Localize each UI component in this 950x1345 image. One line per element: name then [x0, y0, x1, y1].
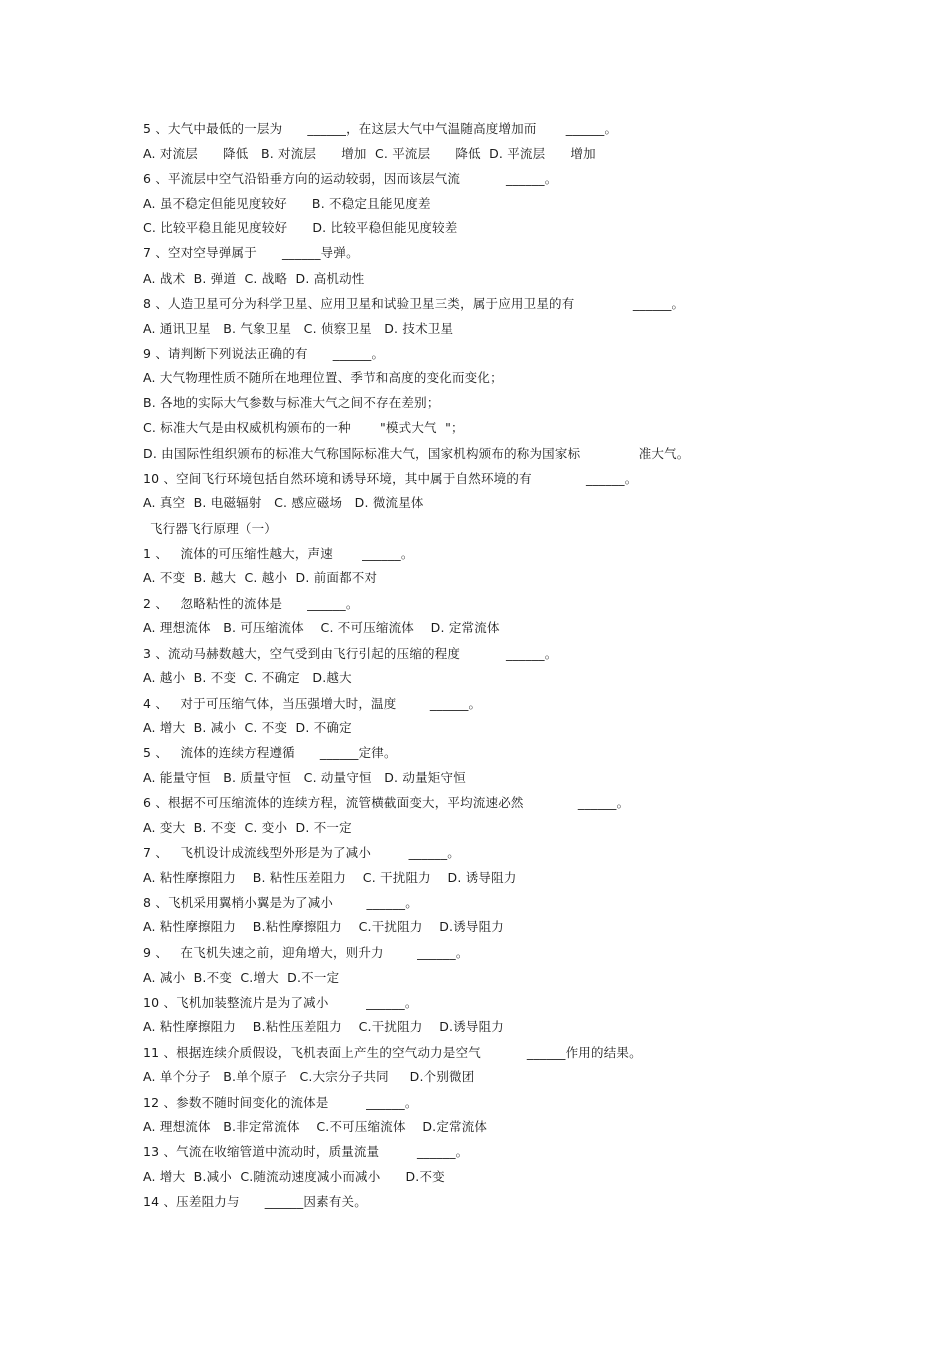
options-6-ab: A. 虽不稳定但能见度较好 B. 不稳定且能见度差: [143, 196, 431, 211]
question-8-satellite: 8 、人造卫星可分为科学卫星、应用卫星和试验卫星三类，属于应用卫星的有 ______。: [143, 296, 685, 311]
q8-options: A. 粘性摩擦阻力 B.粘性摩擦阻力 C.干扰阻力 D.诱导阻力: [143, 919, 505, 934]
q10-fairing: 10 、飞机加装整流片是为了减小 ______。: [143, 995, 418, 1010]
q3-mach: 3 、流动马赫数越大，空气受到由飞行引起的压缩的程度 ______。: [143, 646, 558, 661]
q9-options: A. 减小 B.不变 C.增大 D.不一定: [143, 970, 340, 985]
q3-options: A. 越小 B. 不变 C. 不确定 D.越大: [143, 670, 352, 685]
q8-winglet: 8 、飞机采用翼梢小翼是为了减小 ______。: [143, 895, 418, 910]
option-9a: A. 大气物理性质不随所在地理位置、季节和高度的变化而变化；: [143, 370, 503, 385]
q2-options: A. 理想流体 B. 可压缩流体 C. 不可压缩流体 D. 定常流体: [143, 620, 500, 635]
q12-steady-flow: 12 、参数不随时间变化的流体是 ______。: [143, 1095, 418, 1110]
question-7-missile: 7 、空对空导弹属于 ______导弹。: [143, 245, 359, 260]
q7-options: A. 粘性摩擦阻力 B. 粘性压差阻力 C. 干扰阻力 D. 诱导阻力: [143, 870, 517, 885]
options-8: A. 通讯卫星 B. 气象卫星 C. 侦察卫星 D. 技术卫星: [143, 321, 454, 336]
q5-continuity: 5 、 流体的连续方程遵循 ______定律。: [143, 745, 397, 760]
q5-options: A. 能量守恒 B. 质量守恒 C. 动量守恒 D. 动量矩守恒: [143, 770, 466, 785]
options-10: A. 真空 B. 电磁辐射 C. 感应磁场 D. 微流星体: [143, 495, 424, 510]
question-5-atmosphere: 5 、大气中最低的一层为 ______，在这层大气中气温随高度增加而 ______。: [143, 121, 618, 136]
option-9d: D. 由国际性组织颁布的标准大气称国际标准大气，国家机构颁布的称为国家标 准大气。: [143, 446, 690, 461]
q13-mass-flow: 13 、气流在收缩管道中流动时，质量流量 ______。: [143, 1144, 469, 1159]
question-9-judge: 9 、请判断下列说法正确的有 ______。: [143, 346, 385, 361]
q9-stall: 9 、 在飞机失速之前，迎角增大，则升力 ______。: [143, 945, 469, 960]
q4-options: A. 增大 B. 减小 C. 不变 D. 不确定: [143, 720, 352, 735]
q1-options: A. 不变 B. 越大 C. 越小 D. 前面都不对: [143, 570, 378, 585]
option-9b: B. 各地的实际大气参数与标准大气之间不存在差别；: [143, 395, 440, 410]
q11-options: A. 单个分子 B.单个原子 C.大宗分子共同 D.个别微团: [143, 1069, 475, 1084]
option-9c: C. 标准大气是由权威机构颁布的一种 "模式大气 "；: [143, 420, 464, 435]
q13-options: A. 增大 B.减小 C.随流动速度减小而减小 D.不变: [143, 1169, 445, 1184]
question-6-stratosphere: 6 、平流层中空气沿铅垂方向的运动较弱，因而该层气流 ______。: [143, 171, 558, 186]
q4-temperature: 4 、 对于可压缩气体，当压强增大时，温度 ______。: [143, 696, 482, 711]
options-5: A. 对流层 降低 B. 对流层 增加 C. 平流层 降低 D. 平流层 增加: [143, 146, 596, 161]
q1-compressibility: 1 、 流体的可压缩性越大，声速 ______。: [143, 546, 414, 561]
q10-options: A. 粘性摩擦阻力 B.粘性压差阻力 C.干扰阻力 D.诱导阻力: [143, 1019, 505, 1034]
q12-options: A. 理想流体 B.非定常流体 C.不可压缩流体 D.定常流体: [143, 1119, 488, 1134]
options-6-cd: C. 比较平稳且能见度较好 D. 比较平稳但能见度较差: [143, 220, 458, 235]
q14-pressure-drag: 14 、压差阻力与 ______因素有关。: [143, 1194, 367, 1209]
options-7: A. 战术 B. 弹道 C. 战略 D. 高机动性: [143, 271, 365, 286]
q6-flow-velocity: 6 、根据不可压缩流体的连续方程，流管横截面变大，平均流速必然 ______。: [143, 795, 630, 810]
question-10-space-env: 10 、空间飞行环境包括自然环境和诱导环境，其中属于自然环境的有 ______。: [143, 471, 638, 486]
section-title: 飞行器飞行原理（一）: [150, 521, 278, 536]
q11-continuum: 11 、根据连续介质假设，飞机表面上产生的空气动力是空气 ______作用的结果。: [143, 1045, 642, 1060]
q2-viscosity: 2 、 忽略粘性的流体是 ______。: [143, 596, 359, 611]
q7-streamline: 7 、 飞机设计成流线型外形是为了减小 ______。: [143, 845, 461, 860]
q6-options: A. 变大 B. 不变 C. 变小 D. 不一定: [143, 820, 352, 835]
